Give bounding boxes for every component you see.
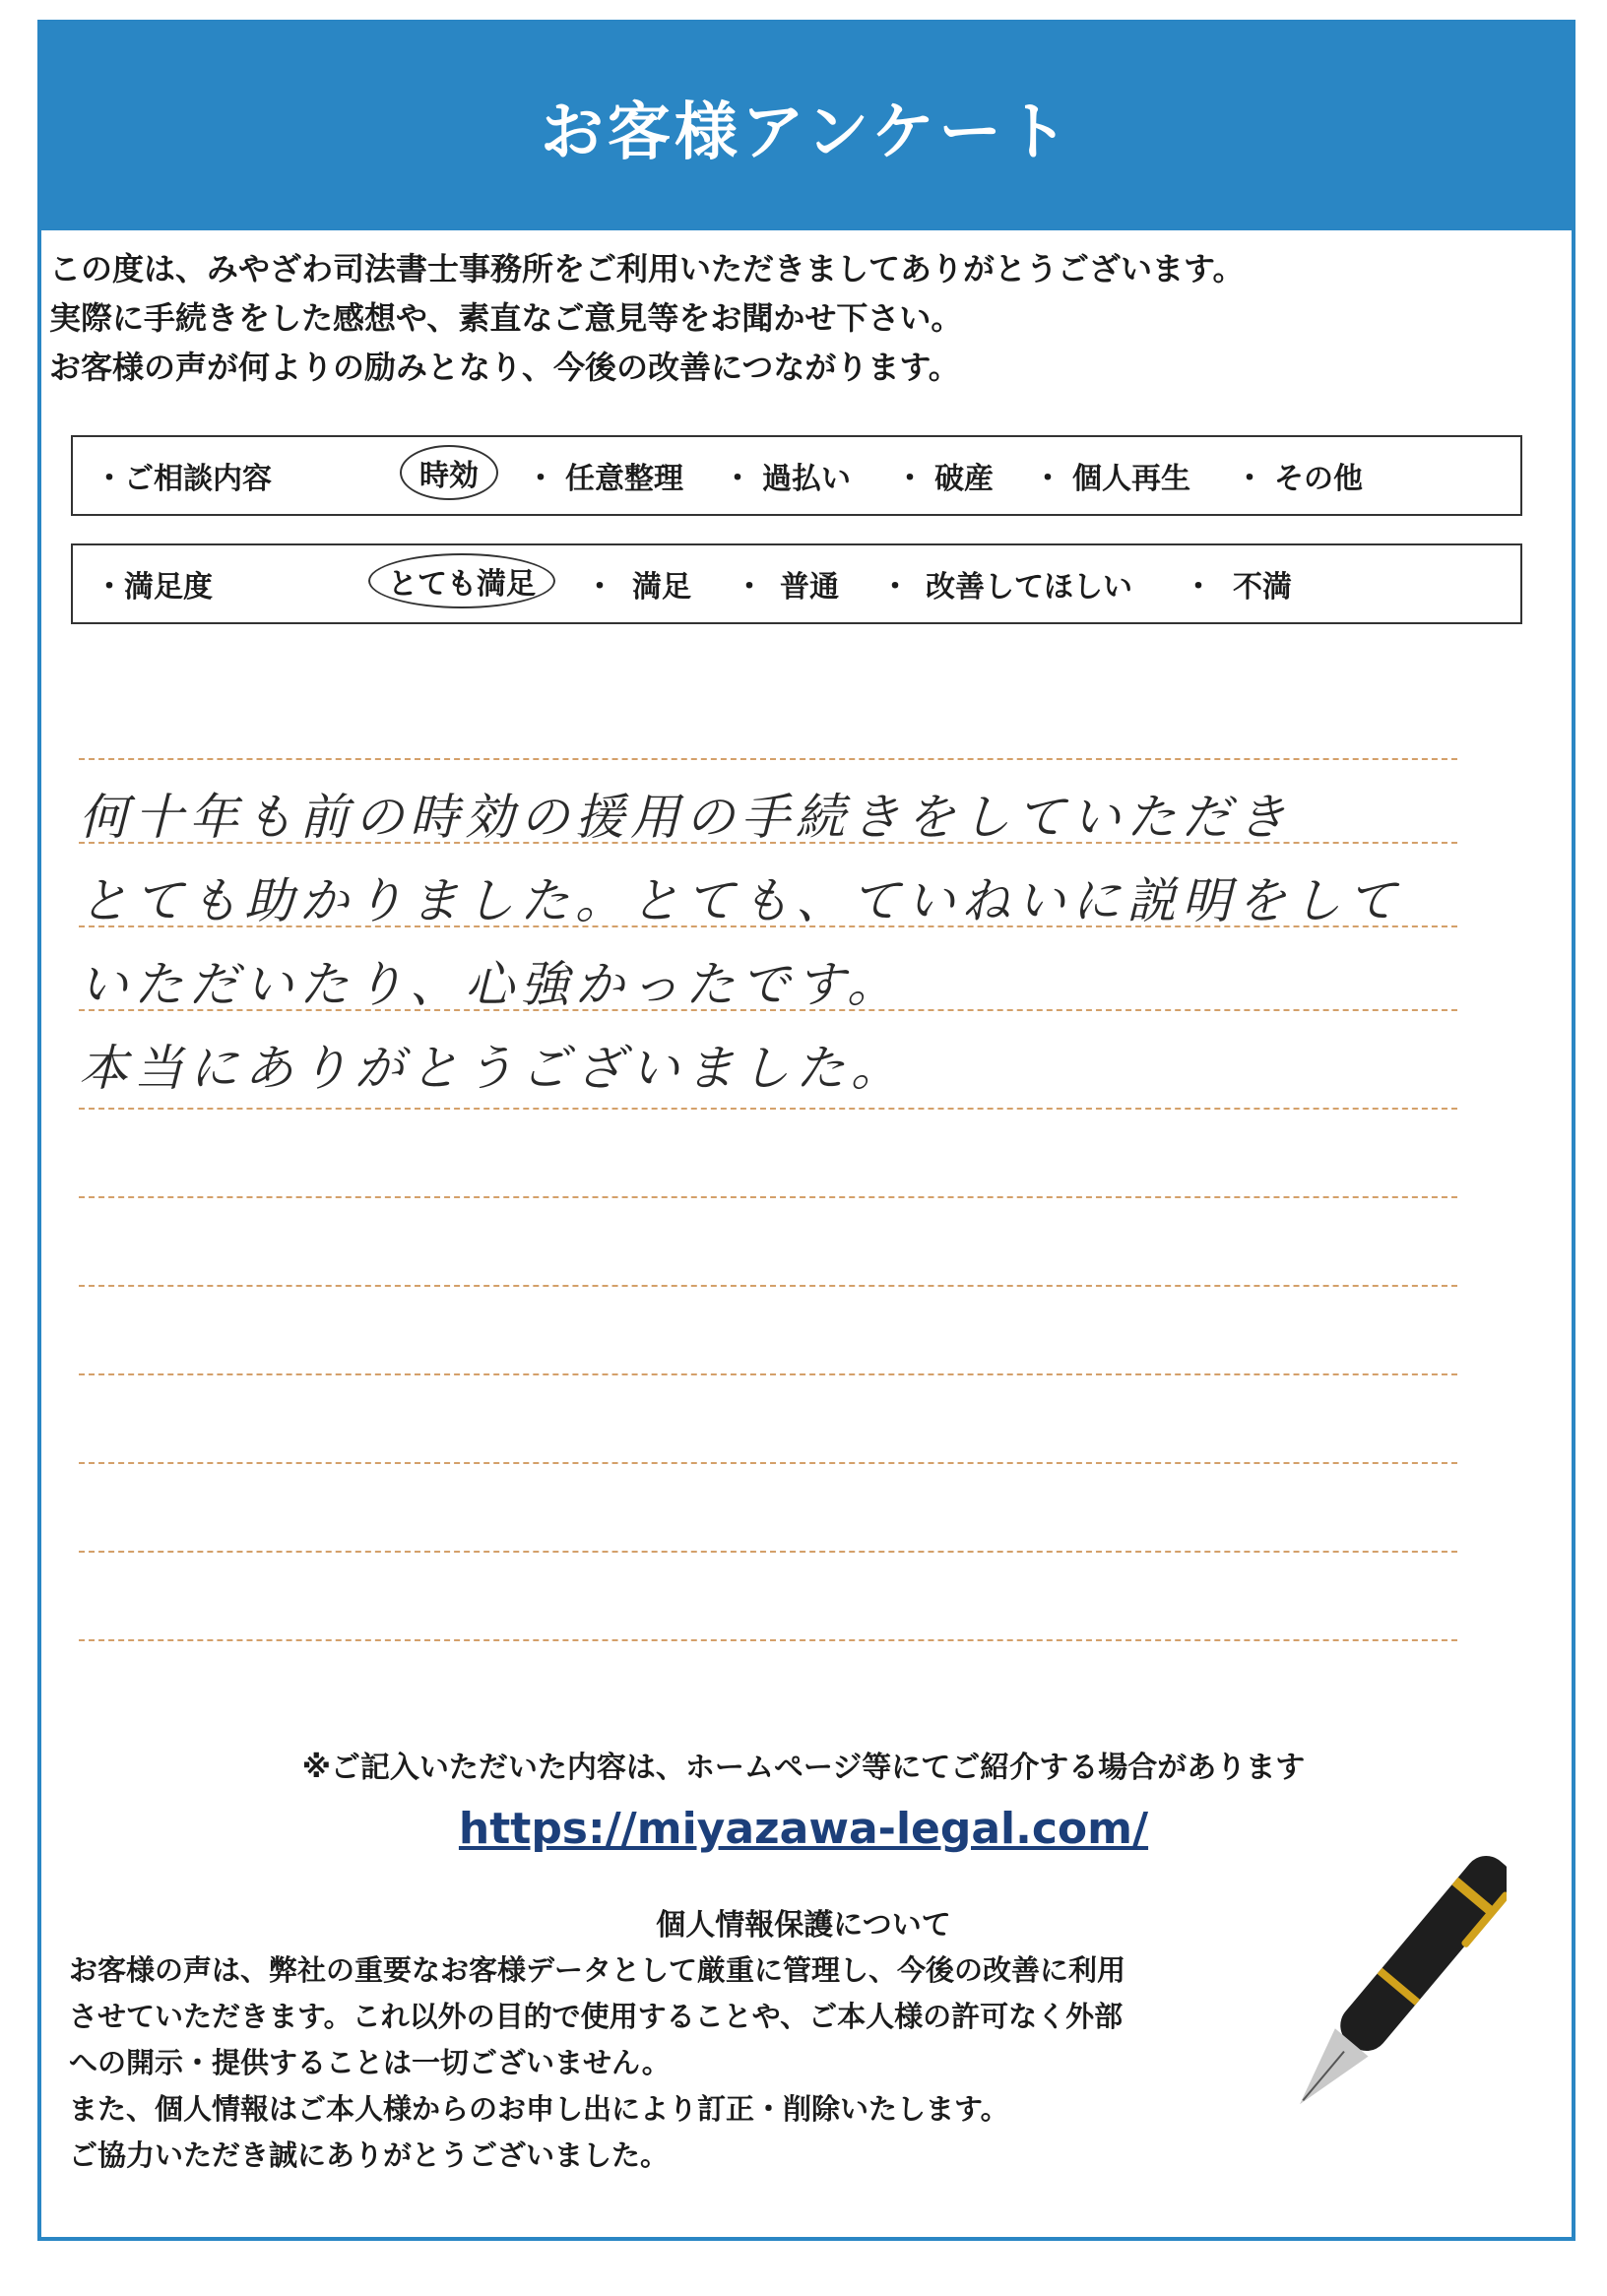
privacy-line: させていただきます。これ以外の目的で使用することや、ご本人様の許可なく外部 [69,2000,1124,2033]
ruled-line [79,1462,1457,1464]
separator: ・ [1235,462,1264,496]
separator: ・ [895,462,925,496]
consultation-option-sonota[interactable]: その他 [1274,462,1363,496]
privacy-line: ご協力いただき誠にありがとうございました。 [69,2138,670,2172]
privacy-line: また、個人情報はご本人様からのお申し出により訂正・削除いたします。 [69,2092,1009,2126]
consultation-option-nini-seiri[interactable]: 任意整理 [565,462,683,496]
ruled-line [79,1639,1457,1641]
satisfaction-row [71,543,1522,624]
separator: ・ [723,462,752,496]
intro-line: お客様の声が何よりの励みとなり、今後の改善につながります。 [49,349,960,386]
fountain-pen-icon [1270,1831,1507,2166]
consultation-row [71,435,1522,516]
privacy-text [69,1947,1310,2179]
intro-line: 実際に手続きをした感想や、素直なご意見等をお聞かせ下さい。 [49,299,963,337]
satisfaction-option-kaizen[interactable]: 改善してほしい [926,570,1132,605]
satisfaction-option-fuman[interactable]: 不満 [1233,570,1292,605]
consultation-label: ・ご相談内容 [95,462,272,496]
intro-text [49,244,1487,392]
website-link[interactable]: https://miyazawa-legal.com/ [458,1804,1149,1854]
header-banner [41,24,1572,230]
separator: ・ [880,570,910,605]
satisfaction-option-futsuu[interactable]: 普通 [780,570,839,605]
ruled-line [79,1551,1457,1553]
publication-notice: ※ご記入いただいた内容は、ホームページ等にてご紹介する場合があります [301,1751,1306,1785]
ruled-line [79,1196,1457,1198]
separator: ・ [1033,462,1062,496]
satisfaction-label: ・満足度 [95,570,213,605]
handwritten-comment-line: とても助かりました。とても、ていねいに説明をして [79,872,1402,929]
ruled-line [79,1285,1457,1287]
consultation-option-jikou[interactable]: 時効 [400,445,498,500]
satisfaction-option-manzoku[interactable]: 満足 [632,570,691,605]
privacy-line: お客様の声は、弊社の重要なお客様データとして厳重に管理し、今後の改善に利用 [69,1953,1126,1987]
handwritten-comment-line: 本当にありがとうございました。 [79,1040,906,1097]
satisfaction-option-totemo-manzoku[interactable]: とても満足 [368,553,555,608]
separator: ・ [735,570,764,605]
separator: ・ [585,570,614,605]
separator: ・ [1184,570,1213,605]
ruled-line [79,1108,1457,1110]
ruled-line [79,1373,1457,1375]
consultation-option-kojin-saisei[interactable]: 個人再生 [1072,462,1190,496]
page-title: お客様アンケート [540,96,1073,169]
ruled-line [79,758,1457,760]
privacy-line: への開示・提供することは一切ございません。 [69,2046,671,2079]
intro-line: この度は、みやざわ司法書士事務所をご利用いただきましてありがとうございます。 [49,250,1245,287]
consultation-option-kabarai[interactable]: 過払い [762,462,851,496]
separator: ・ [526,462,555,496]
consultation-option-hasan[interactable]: 破産 [934,462,994,496]
privacy-title: 個人情報保護について [656,1908,951,1943]
handwritten-comment-line: 何十年も前の時効の援用の手続きをしていただき [79,789,1292,846]
handwritten-comment-line: いただいたり、心強かったです。 [79,956,902,1013]
